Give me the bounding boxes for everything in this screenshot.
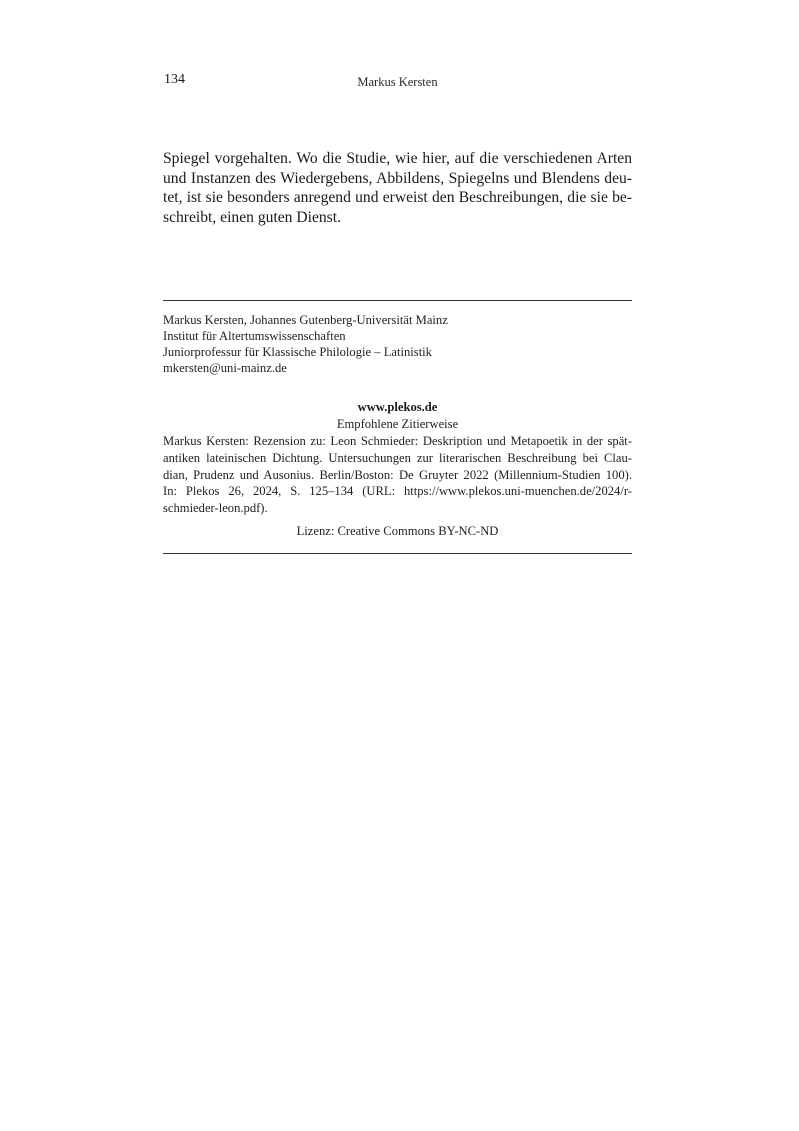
citation-line: antiken lateinischen Dichtung. Untersuchungen zur literarischen Beschreibung bei Clau-: [163, 450, 632, 465]
author-name-university: Markus Kersten, Johannes Gutenberg-Universität Mainz: [163, 313, 448, 327]
institute: Institut für Altertumswissenschaften: [163, 329, 346, 343]
page-number: 134: [164, 72, 185, 87]
imprint-block: [163, 398, 632, 539]
body-line: Spiegel vorgehalten. Wo die Studie, wie hier, auf die verschiedenen Arten: [163, 150, 632, 167]
author-email[interactable]: mkersten@uni-mainz.de: [163, 361, 287, 375]
citation-heading: Empfohlene Zitierweise: [336, 417, 459, 431]
citation-line: schmieder-leon.pdf).: [163, 501, 268, 516]
citation-line: Markus Kersten: Rezension zu: Leon Schmieder: Deskription und Metapoetik in der spät-: [163, 434, 632, 448]
citation-text: [163, 433, 632, 517]
citation-line: In: Plekos 26, 2024, S. 125–134 (URL: https://www.plekos.uni-muenchen.de/2024/r-: [163, 484, 632, 499]
professorship: Juniorprofessur für Klassische Philologie – Latinistik: [163, 345, 432, 359]
top-divider: [163, 300, 632, 301]
site-link[interactable]: www.plekos.de: [357, 400, 438, 414]
citation-line: dian, Prudenz und Ausonius. Berlin/Boston: De Gruyter 2022 (Millennium-Studien 100).: [163, 467, 632, 482]
bottom-divider: [163, 553, 632, 554]
running-head: Markus Kersten: [357, 75, 438, 89]
body-line: schreibt, einen guten Dienst.: [163, 208, 341, 226]
license-notice: Lizenz: Creative Commons BY-NC-ND: [296, 523, 499, 538]
body-line: und Instanzen des Wiedergebens, Abbildens, Spiegelns und Blendens deu-: [163, 169, 632, 187]
author-affiliation: [163, 312, 448, 376]
body-line: tet, ist sie besonders anregend und erweist den Beschreibungen, die sie be-: [163, 189, 632, 207]
body-paragraph: [163, 149, 632, 227]
